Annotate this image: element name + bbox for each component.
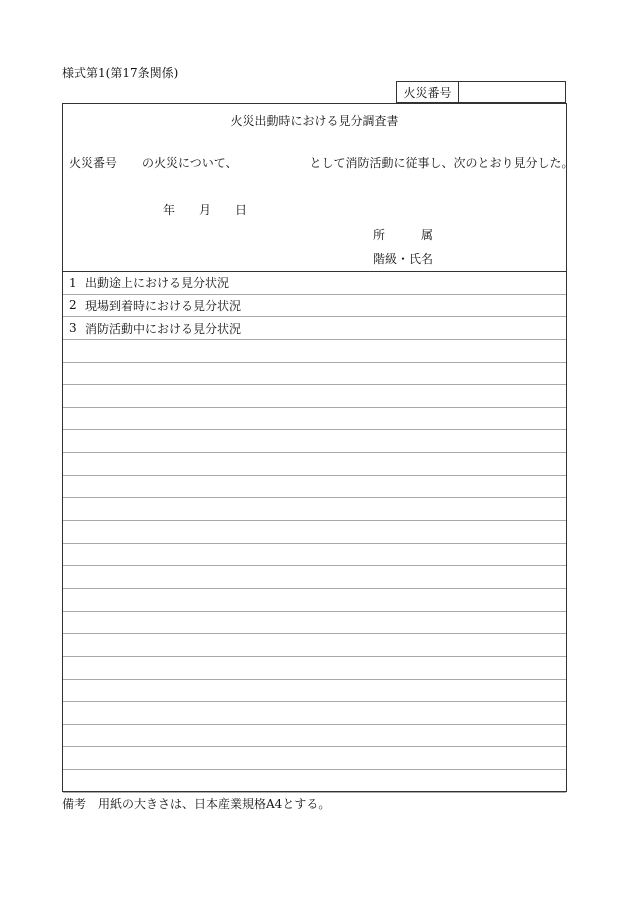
blank-row bbox=[63, 476, 566, 499]
fire-number-label: 火災番号 bbox=[397, 82, 459, 102]
date-line bbox=[163, 201, 247, 218]
statement-about-fire: の火災について、 bbox=[142, 156, 238, 170]
section-label: 消防活動中における見分状況 bbox=[85, 321, 242, 336]
ruled-lines bbox=[63, 272, 566, 815]
blank-row bbox=[63, 657, 566, 680]
statement-fire-number: 火災番号 bbox=[69, 156, 118, 170]
blank-row bbox=[63, 363, 566, 386]
blank-row bbox=[63, 612, 566, 635]
form-label: 様式第1(第17条関係) bbox=[62, 66, 179, 80]
section-number: 2 bbox=[69, 298, 77, 313]
affiliation-line bbox=[373, 226, 433, 243]
section-row-3 bbox=[63, 317, 566, 340]
date-year: 年 bbox=[163, 203, 176, 217]
remark bbox=[62, 795, 330, 812]
section-label: 出動途上における見分状況 bbox=[85, 276, 230, 291]
blank-row bbox=[63, 680, 566, 703]
rank-name-label: 階級・氏名 bbox=[373, 252, 434, 266]
survey-form bbox=[62, 103, 574, 792]
blank-row bbox=[63, 770, 566, 793]
fire-number-box bbox=[396, 81, 566, 103]
blank-row bbox=[63, 430, 566, 453]
section-row-2 bbox=[63, 295, 566, 318]
affiliation-char-1: 所 bbox=[373, 228, 386, 242]
date-month: 月 bbox=[199, 203, 212, 217]
fire-number-field[interactable] bbox=[459, 82, 565, 102]
blank-row bbox=[63, 725, 566, 748]
statement-activity: として消防活動に従事し、次のとおり見分した。 bbox=[309, 156, 574, 170]
blank-row bbox=[63, 385, 566, 408]
blank-row bbox=[63, 747, 566, 770]
section-number: 3 bbox=[69, 321, 77, 336]
form-header-block bbox=[63, 104, 574, 272]
blank-row bbox=[63, 521, 566, 544]
blank-row bbox=[63, 544, 566, 567]
blank-row bbox=[63, 566, 566, 589]
date-day: 日 bbox=[235, 203, 248, 217]
remark-text: 用紙の大きさは、日本産業規格A4とする。 bbox=[98, 797, 331, 811]
section-row-1 bbox=[63, 272, 566, 295]
blank-row bbox=[63, 340, 566, 363]
blank-row bbox=[63, 453, 566, 476]
statement-line bbox=[69, 154, 574, 171]
section-label: 現場到着時における見分状況 bbox=[85, 298, 242, 313]
blank-row bbox=[63, 634, 566, 657]
blank-row bbox=[63, 589, 566, 612]
remark-label: 備考 bbox=[62, 797, 87, 811]
blank-row bbox=[63, 498, 566, 521]
section-number: 1 bbox=[69, 275, 77, 290]
document-title: 火災出動時における見分調査書 bbox=[230, 114, 399, 128]
blank-row bbox=[63, 408, 566, 431]
blank-row bbox=[63, 702, 566, 725]
affiliation-char-2: 属 bbox=[421, 228, 434, 242]
